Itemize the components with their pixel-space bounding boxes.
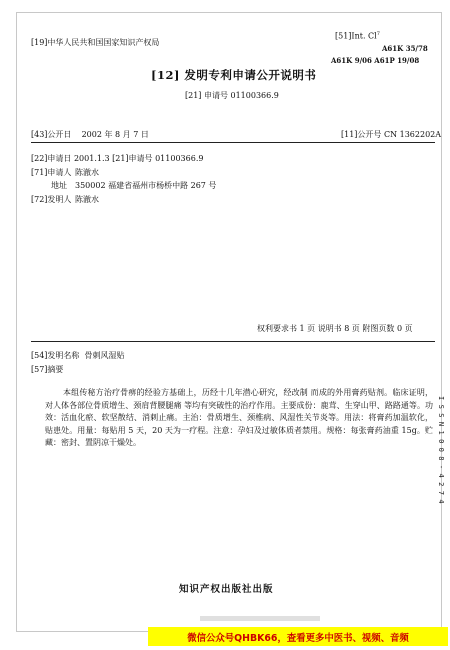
intcl-label <box>335 31 380 41</box>
address-label: 地址 <box>51 181 67 190</box>
intcl-text: [51]Int. Cl <box>335 31 377 41</box>
application-number: [21] 申请号 01100366.9 <box>185 91 279 100</box>
publication-date <box>31 129 149 140</box>
invention-title-value: 骨刺风湿贴 <box>84 351 125 360</box>
ipc-secondary: A61K 9/06 A61P 19/08 <box>331 56 420 65</box>
divider-top <box>31 142 435 143</box>
document-type-title: [12] 发明专利申请公开说明书 <box>151 68 317 82</box>
divider-middle <box>31 341 435 342</box>
invention-title-label: [54]发明名称 <box>31 351 80 360</box>
inventor-label: [72]发明人 <box>31 195 72 204</box>
pub-date-label: [43]公开日 <box>31 130 72 139</box>
applicant-name: 陈澈水 <box>75 168 99 177</box>
scan-artifact <box>200 616 320 621</box>
pub-date-value: 2002 年 8 月 7 日 <box>81 130 149 139</box>
issn-vertical: ISSN1008-4274 <box>437 396 445 508</box>
inventor-name: 陈澈水 <box>75 195 99 204</box>
intcl-sup: 7 <box>376 31 380 37</box>
address-value: 350002 福建省福州市杨桥中路 267 号 <box>75 181 217 190</box>
filing-info: [22]申请日 2001.1.3 [21]申请号 01100366.9 <box>31 154 204 163</box>
publication-number: [11]公开号 CN 1362202A <box>341 130 442 139</box>
ipc-primary: A61K 35/78 <box>382 44 428 53</box>
abstract-paragraph: 本组传秘方治疗骨痹的经验方基础上，历经十几年潜心研究，经改制 而成的外用膏药贴剂。临床证明，对人体各部位骨质增生、颈肩背腰腿痛 等均有突破性的治疗作用。主要成份：鹿茸、生穿山甲、路路通等。功效：活血化瘀、软坚散结、消刺止痛。主治：骨质增生、颈椎病、风湿性关节炎等。用法：将膏药加温软化，贴患处。用量：每贴用 5 天，20 天为一疗程。注意：孕妇及过敏体质者禁用。规格：每张膏药油重 15g。贮藏：密封、置阴凉干燥处。 <box>45 388 433 448</box>
page-count-note: 权利要求书 1 页 说明书 8 页 附图页数 0 页 <box>257 324 413 333</box>
invention-title <box>31 350 125 361</box>
applicant-label: [71]申请人 <box>31 168 72 177</box>
office-name: [19]中华人民共和国国家知识产权局 <box>31 38 160 47</box>
watermark-banner: 微信公众号QHBK66，查看更多中医书、视频、音频 <box>148 627 448 646</box>
publisher-line: 知识产权出版社出版 <box>179 584 274 595</box>
patent-page <box>16 12 445 632</box>
abstract-label: [57]摘要 <box>31 365 64 374</box>
